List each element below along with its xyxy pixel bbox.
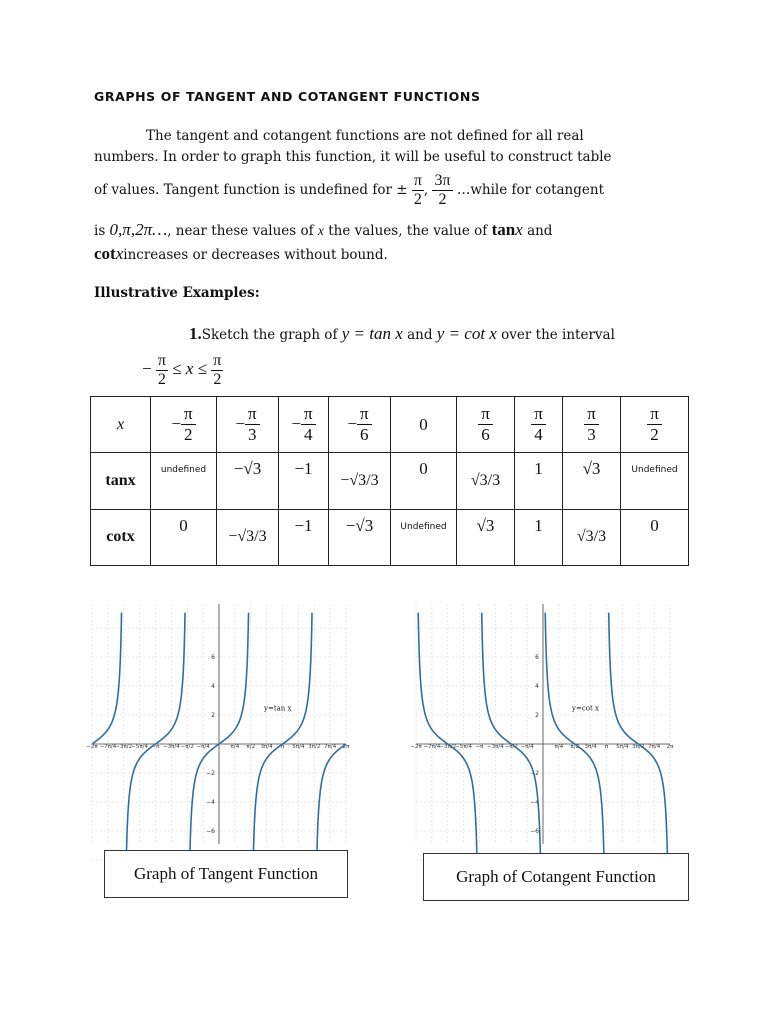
x-tick-label: −π/2 [504, 744, 518, 750]
table-fraction [235, 404, 259, 445]
row-label-x: x [91, 397, 151, 453]
values-table [90, 396, 689, 566]
fraction-numerator: π [413, 172, 422, 189]
x-tick-label: −π [475, 744, 484, 750]
x-tick-label: −2π [86, 744, 98, 750]
x-value-cell [151, 397, 217, 453]
y-tick-label: −4 [530, 799, 539, 806]
x-value-cell [217, 397, 279, 453]
x-tick-label: 3π/4 [584, 744, 597, 750]
value-cell: 0 [151, 509, 217, 565]
fraction-denominator: 2 [438, 191, 447, 208]
table-fraction [291, 404, 315, 445]
fraction-denominator: 2 [157, 371, 166, 388]
tan-variable: x [515, 220, 523, 239]
x-tick-label: −π [151, 744, 160, 750]
equation-cot: y = cot x [436, 324, 497, 343]
fraction [301, 404, 316, 445]
x-tick-label: π [604, 744, 609, 750]
intro-line-4-c: the values, the value of [328, 223, 488, 239]
tangent-graph-svg [88, 604, 350, 844]
x-tick-label: 2π [666, 744, 674, 750]
y-tick-label: −2 [206, 770, 215, 777]
intro-line-3-tail: …while for cotangent [456, 182, 605, 198]
fraction [181, 404, 196, 445]
x-tick-label: −3π/2 [115, 744, 133, 750]
value-cell: −1 [279, 509, 329, 565]
intro-line-3: of values. Tangent function is undefined for ± $\frac{\pi}{2}$ , $\frac{3\pi}{2}$ …while for cotangent [94, 172, 605, 208]
value-cell: √3/3 [563, 509, 621, 565]
x-tick-label: 5π/4 [616, 744, 629, 750]
fraction-numerator: π [301, 404, 316, 425]
fraction-numerator: π [357, 404, 372, 425]
value-cell: undefined [151, 453, 217, 509]
intro-line-5 [94, 244, 388, 264]
intro-line-4 [94, 220, 552, 240]
function-label: y=tan x [264, 704, 292, 713]
fraction-numerator: π [157, 352, 166, 369]
table-fraction [347, 404, 371, 445]
value-cell: −√3 [329, 509, 391, 565]
table-row-x [91, 397, 689, 453]
cotangent-graph [412, 604, 674, 844]
x-tick-label: −π/4 [520, 744, 534, 750]
fraction [531, 404, 546, 445]
cotangent-caption: Graph of Cotangent Function [456, 867, 656, 886]
x-tick-label: 2π [342, 744, 350, 750]
x-value-cell [621, 397, 689, 453]
minus-sign: − [347, 413, 357, 433]
fraction-denominator: 4 [304, 425, 313, 445]
table-fraction [478, 404, 493, 445]
x-value-cell [457, 397, 515, 453]
fraction-denominator: 3 [248, 425, 257, 445]
x-tick-label: 5π/4 [292, 744, 305, 750]
intro-line-2: numbers. In order to graph this function, it will be useful to construct table [94, 149, 612, 165]
x-tick-label: −3π/4 [162, 744, 180, 750]
fraction-denominator: 3 [587, 425, 596, 445]
function-label: y=cot x [572, 704, 599, 713]
value-cell: −√3/3 [217, 509, 279, 565]
x-tick-label: 7π/4 [324, 744, 337, 750]
fraction-denominator: 2 [413, 191, 422, 208]
x-tick-label: π [280, 744, 285, 750]
y-tick-label: −2 [530, 770, 539, 777]
table-fraction [171, 404, 195, 445]
x-tick-label: −3π/4 [486, 744, 504, 750]
example-text-b: over the interval [501, 327, 615, 343]
value-cell: 1 [515, 453, 563, 509]
x-value-cell [329, 397, 391, 453]
x-tick-label: −7π/4 [99, 744, 117, 750]
fraction-numerator: π [245, 404, 260, 425]
value-cell: √3 [563, 453, 621, 509]
value-cell: 1 [515, 509, 563, 565]
value-cell: 0 [621, 509, 689, 565]
equation-tan: y = tan x [341, 324, 403, 343]
y-tick-label: −4 [206, 799, 215, 806]
x-tick-label: 3π/2 [308, 744, 321, 750]
y-tick-label: 4 [211, 683, 215, 690]
value-cell: 0 [391, 453, 457, 509]
x-tick-label: −5π/4 [131, 744, 149, 750]
tangent-graph [88, 604, 350, 844]
x-tick-label: −2π [410, 744, 422, 750]
page-title: GRAPHS OF TANGENT AND COTANGENT FUNCTIONS [94, 89, 481, 104]
intro-line-5-rest: increases or decreases without bound. [123, 247, 388, 263]
intro-line-4-a: is [94, 223, 106, 239]
x-tick-label: −π/2 [180, 744, 194, 750]
tangent-caption: Graph of Tangent Function [133, 864, 319, 883]
fraction-denominator: 2 [184, 425, 193, 445]
fraction-numerator: π [584, 404, 599, 425]
x-value-cell [515, 397, 563, 453]
fraction [357, 404, 372, 445]
intro-line-1: The tangent and cotangent functions are not defined for all real [146, 128, 584, 144]
y-tick-label: −6 [530, 828, 539, 835]
examples-heading: Illustrative Examples: [94, 285, 260, 301]
example-number: 1. [189, 324, 202, 343]
fraction-numerator: 3π [434, 172, 451, 189]
table-fraction [584, 404, 599, 445]
minus-sign: − [291, 413, 301, 433]
cot-variable: x [115, 244, 124, 263]
x-value-cell [563, 397, 621, 453]
fraction-numerator: π [531, 404, 546, 425]
x-tick-label: π/4 [554, 744, 564, 750]
value-cell: √3 [457, 509, 515, 565]
x-tick-label: π/2 [570, 744, 580, 750]
y-tick-label: 6 [211, 654, 215, 661]
fraction-denominator: 2 [213, 371, 222, 388]
example-1-line [189, 324, 615, 344]
table-row-cot [91, 509, 689, 565]
y-tick-label: 2 [535, 712, 539, 719]
y-tick-label: 4 [535, 683, 539, 690]
cotangent-caption-box [423, 853, 689, 901]
fraction-denominator: 2 [650, 425, 659, 445]
intro-line-4-b: , near these values of [167, 223, 314, 239]
cotangent-graph-svg [412, 604, 674, 844]
fraction-numerator: π [181, 404, 196, 425]
interval-inequality: ≤ x ≤ [172, 359, 207, 378]
value-cell: Undefined [621, 453, 689, 509]
row-label-tan: tanx [91, 453, 151, 509]
example-and: and [407, 327, 433, 343]
tan-word: tan [491, 220, 516, 239]
x-tick-label: 3π/2 [632, 744, 645, 750]
fraction [647, 404, 662, 445]
interval-minus: − [142, 359, 152, 378]
fraction-pi-over-2 [412, 172, 424, 209]
value-cell: −1 [279, 453, 329, 509]
variable-x: x [317, 223, 324, 238]
value-cell: √3/3 [457, 453, 515, 509]
minus-sign: − [235, 413, 245, 433]
intro-line-4-and: and [527, 223, 553, 239]
interval-fraction-left [156, 352, 168, 389]
tangent-caption-box [104, 850, 348, 898]
x-tick-label: −3π/2 [439, 744, 457, 750]
fraction-denominator: 6 [481, 425, 490, 445]
interval-expression [142, 352, 223, 389]
y-tick-label: 6 [535, 654, 539, 661]
x-tick-label: −7π/4 [423, 744, 441, 750]
fraction [584, 404, 599, 445]
fraction-numerator: π [647, 404, 662, 425]
row-label-cot: cotx [91, 509, 151, 565]
intro-paragraph [94, 128, 684, 268]
x-value-cell: 0 [391, 397, 457, 453]
x-tick-label: 7π/4 [648, 744, 661, 750]
undefined-values-cot: 0,π,2π… [109, 220, 168, 239]
fraction [478, 404, 493, 445]
x-tick-label: −5π/4 [455, 744, 473, 750]
tan-curve-branch [92, 613, 122, 744]
x-tick-label: 3π/4 [260, 744, 273, 750]
fraction-numerator: π [478, 404, 493, 425]
table-row-tan [91, 453, 689, 509]
example-1 [94, 322, 684, 396]
table-fraction [647, 404, 662, 445]
cot-word: cot [94, 244, 116, 263]
fraction-3pi-over-2 [432, 172, 452, 209]
x-tick-label: π/4 [230, 744, 240, 750]
fraction-numerator: π [213, 352, 222, 369]
value-cell: Undefined [391, 509, 457, 565]
x-tick-label: −π/4 [196, 744, 210, 750]
interval-fraction-right [211, 352, 223, 389]
minus-sign: − [171, 413, 181, 433]
value-cell: −√3/3 [329, 453, 391, 509]
fraction-denominator: 6 [360, 425, 369, 445]
x-value-cell [279, 397, 329, 453]
fraction-denominator: 4 [534, 425, 543, 445]
intro-line-3-text: of values. Tangent function is undefined for ± [94, 182, 408, 198]
y-tick-label: −6 [206, 828, 215, 835]
value-cell: −√3 [217, 453, 279, 509]
x-tick-label: π/2 [246, 744, 256, 750]
fraction [245, 404, 260, 445]
y-tick-label: 2 [211, 712, 215, 719]
table-fraction [531, 404, 546, 445]
example-text-a: Sketch the graph of [201, 327, 338, 343]
